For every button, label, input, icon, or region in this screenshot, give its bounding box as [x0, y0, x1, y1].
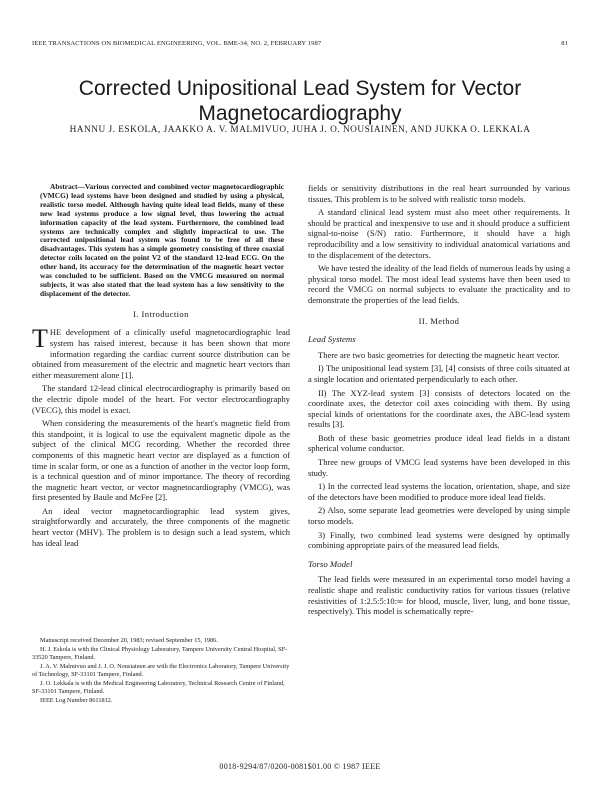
footnote: J. A. V. Malmivuo and J. J. O. Nousiainen are with the Electronics Laboratory, Tampere University of Technology, SF-33101 Tampere, Finland. [32, 663, 290, 678]
method-paragraph: 1) In the corrected lead systems the location, orientation, shape, and size of the detectors have been modified to produce more ideal lead fields. [308, 481, 570, 502]
footnote: H. J. Eskola is with the Clinical Physiology Laboratory, Tampere University Central Hospital, SF-33520 Tampere, Finland. [32, 646, 288, 661]
section-heading-introduction: I. Introduction [133, 308, 189, 319]
drop-cap: T [32, 324, 48, 354]
intro-paragraph-1: THE development of a clinically useful magnetocardiographic lead system has raised interest, because it has been shown that more information regarding the cardiac current source distribution can be obtained from measurement of the electric and magnetic heart vectors than either measurement alone [1]. [32, 324, 290, 380]
method-paragraph: I) The unipositional lead system [3], [4] consists of three coils situated at a single location and orientated perpendicularly to each other. [308, 363, 570, 384]
method-paragraph: Three new groups of VMCG lead systems have been developed in this study. [308, 457, 570, 478]
left-column [32, 183, 290, 551]
footnote: J. O. Lekkala is with the Medical Engineering Laboratory, Technical Research Centre of Finland, SF-33101 Tampere, Finland. [32, 680, 285, 695]
page-number: 81 [561, 40, 568, 47]
paper-title: Corrected Unipositional Lead System for Vector Magnetocardiography [78, 77, 522, 126]
torso-paragraph: The lead fields were measured in an experimental torso model having a realistic shape and realistic conductivity ratios for various tissues (relative resistivities of 1:2.5:5:10:∞ for blood, muscle, liver, lung, and bone tissue, respectively). This model is schematically repre- [308, 574, 570, 617]
method-paragraph: 2) Also, some separate lead geometries were developed by using simple torso models. [308, 505, 570, 527]
method-paragraph: Both of these basic geometries produce ideal lead fields in a distant spherical volume conductor. [308, 432, 570, 454]
journal-citation: IEEE TRANSACTIONS ON BIOMEDICAL ENGINEERING, VOL. BME-34, NO. 2, FEBRUARY 1987 [32, 40, 322, 47]
author-list: HANNU J. ESKOLA, JAAKKO A. V. MALMIVUO, JUHA J. O. NOUSIAINEN, AND JUKKA O. LEKKALA [69, 125, 531, 135]
right-column [308, 183, 570, 620]
section-heading-method: II. Method [418, 315, 460, 326]
intro-paragraph-2: The standard 12-lead clinical electrocardiography is primarily based on the electric dipole model of the heart. For vector electrocardiography (VECG), this model is exact. [32, 383, 290, 415]
footnote: IEEE Log Number 8611812. [40, 696, 113, 704]
copyright-footer: 0018-9294/87/0200-0081$01.00 © 1987 IEEE [219, 762, 381, 771]
method-paragraph: II) The XYZ-lead system [3] consists of detectors located on the coordinate axes, the detector coil axes coinciding with them. By using special kinds of orientations for the coordinate axes, the ABC-lead system results [3]. [308, 387, 570, 430]
footnote: Manuscript received December 20, 1983; revised September 15, 1986. [40, 637, 218, 644]
body-paragraph: We have tested the ideality of the lead fields of numerous leads by using a physical torso model. The most ideal lead systems have then been used to record the VMCG on normal subjects to evaluate the practicality and to demonstrate the properties of the lead fields. [308, 263, 570, 305]
abstract: Abstract—Various corrected and combined vector magnetocardiographic (VMCG) lead systems have been designed and studied by using a physical, realistic torso model. Although having quite ideal lead fields, many of these new lead systems produce a low signal level, thus lowering the actual information capacity of the lead system. Furthermore, the combined lead systems are technically complex and slightly impractical to use. The corrected unipositional lead system was found to be free of all these disadvantages. This system has a simple geometry consisting of three coaxial detector coils located on the point V2 of the standard 12-lead ECG. On the other hand, its accuracy for the determination of the magnetic heart vector was concluded to be sufficient. Based on the VMCG measured on normal subjects, it was also stated that the lead system has a low sensitivity to the displacement of the detector. [40, 182, 284, 298]
method-paragraph: There are two basic geometries for detecting the magnetic heart vector. [318, 349, 560, 360]
subsection-heading-torso-model: Torso Model [308, 558, 353, 569]
footnotes [32, 637, 290, 706]
body-paragraph: fields or sensitivity distributions in the real heart surrounded by various tissues. This problem is to be solved with realistic torso models. [308, 183, 570, 204]
method-paragraph: 3) Finally, two combined lead systems were designed by optimally combining appropriate pairs of the measured lead fields. [308, 529, 570, 551]
body-paragraph: A standard clinical lead system must also meet other requirements. It should be practical and inexpensive to use and it should produce a sufficient signal-to-noise (S/N) ratio. Furthermore, it should have a high reproducibility and a low sensitivity to individual anatomical variations and to the displacement of the detectors. [308, 207, 570, 260]
intro-paragraph-4: An ideal vector magnetocardiographic lead system gives, straightforwardly and accurately, the three components of the magnetic heart vector (MHV). The problem is to design such a lead system, which has ideal lead [32, 505, 290, 548]
subsection-heading-lead-systems: Lead Systems [308, 334, 356, 345]
intro-paragraph-3: When considering the measurements of the heart's magnetic field from this standpoint, it is logical to use the equivalent magnetic dipole as the subject of the clinical MCG recording. Whether the recorded three components of this magnetic heart vector are displayed as a function of time in scalar form, or one as a function of another in the vector loop form, is a technical question and of minor importance. The theory of recording the magnetic heart vector, or vector magnetocardiography (VMCG), was first presented by Baule and McFee [2]. [32, 418, 290, 503]
running-header [32, 40, 568, 47]
